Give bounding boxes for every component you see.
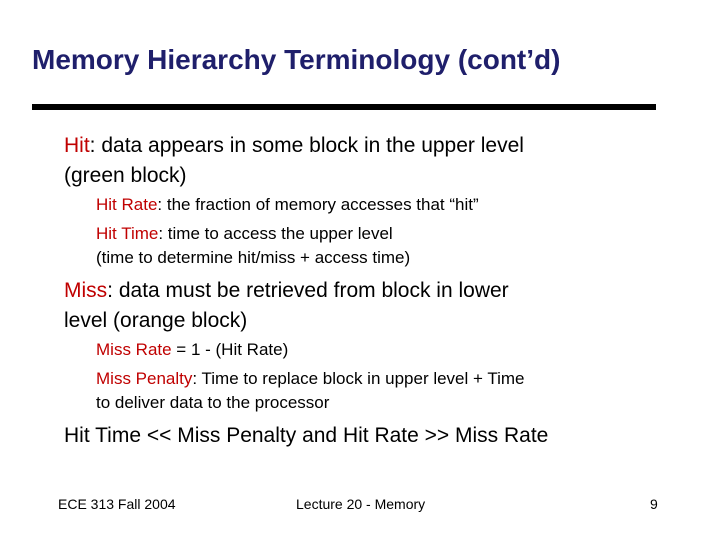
bullet-icon xyxy=(32,131,44,137)
bullet-hit xyxy=(32,131,524,191)
bullet-icon xyxy=(32,276,44,282)
bullet-hit-time xyxy=(72,222,410,270)
slide-title: Memory Hierarchy Terminology (cont’d) xyxy=(32,44,561,75)
term-miss-penalty: Miss Penalty xyxy=(96,369,193,388)
hit-definition-cont: (green block) xyxy=(64,164,187,187)
miss-definition-cont: level (orange block) xyxy=(64,309,248,332)
term-hit-rate: Hit Rate xyxy=(96,195,158,214)
bullet-miss-penalty-text xyxy=(96,367,525,415)
miss-penalty-definition: : Time to replace block in upper level + Time xyxy=(192,369,525,388)
footer-course: ECE 313 Fall 2004 xyxy=(58,496,176,512)
miss-rate-definition: = 1 - (Hit Rate) xyxy=(171,340,289,359)
hit-time-definition: : time to access the upper level xyxy=(158,224,393,243)
bullet-icon xyxy=(32,421,44,427)
term-hit: Hit xyxy=(64,134,90,157)
miss-penalty-definition-cont: to deliver data to the processor xyxy=(96,393,330,412)
term-miss: Miss xyxy=(64,279,108,302)
bullet-summary xyxy=(32,421,548,451)
footer-lecture: Lecture 20 - Memory xyxy=(296,496,426,512)
bullet-miss-rate-text xyxy=(96,338,288,362)
term-hit-time: Hit Time xyxy=(96,224,159,243)
bullet-icon xyxy=(72,193,84,197)
miss-definition: : data must be retrieved from block in lower xyxy=(107,279,509,302)
bullet-icon xyxy=(72,338,84,342)
bullet-miss xyxy=(32,276,509,336)
bullet-hit-text xyxy=(64,131,524,191)
bullet-hit-rate xyxy=(72,193,479,217)
bullet-icon xyxy=(72,367,84,371)
bullet-miss-penalty xyxy=(72,367,525,415)
footer-page-number: 9 xyxy=(650,496,658,512)
hit-definition: : data appears in some block in the upper level xyxy=(89,134,524,157)
term-miss-rate: Miss Rate xyxy=(96,340,172,359)
bullet-miss-rate xyxy=(72,338,288,362)
bullet-hit-rate-text xyxy=(96,193,479,217)
bullet-hit-time-text xyxy=(96,222,410,270)
title-divider xyxy=(32,104,656,110)
summary-text: Hit Time << Miss Penalty and Hit Rate >> Miss Rate xyxy=(64,424,549,447)
bullet-miss-text xyxy=(64,276,509,336)
hit-time-definition-cont: (time to determine hit/miss + access time) xyxy=(96,248,411,267)
bullet-icon xyxy=(72,222,84,226)
hit-rate-definition: : the fraction of memory accesses that “hit” xyxy=(157,195,479,214)
